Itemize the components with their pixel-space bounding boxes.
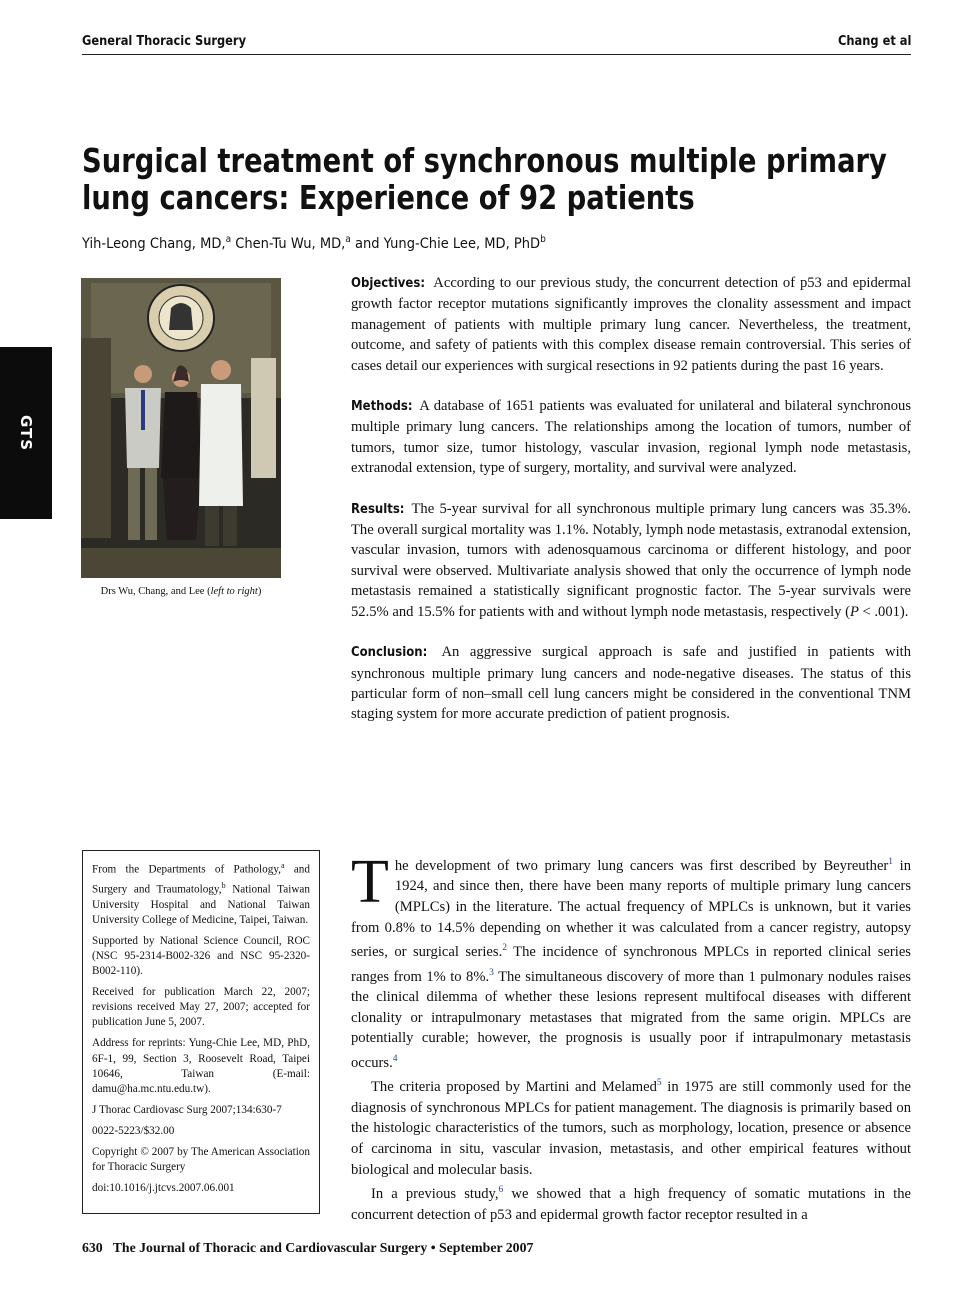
- journal-name: The Journal of Thoracic and Cardiovascular Surgery: [112, 1240, 428, 1255]
- author-name: and Yung-Chie Lee, MD, PhD: [354, 235, 541, 252]
- abstract-conclusion: [351, 642, 911, 725]
- running-header: [82, 34, 911, 55]
- author-photo: [81, 278, 281, 578]
- abstract-objectives: [351, 273, 911, 376]
- abstract-label: Objectives:: [351, 276, 426, 291]
- abstract-results: [351, 499, 911, 622]
- author-name: Yih-Leong Chang, MD,: [82, 235, 226, 252]
- affiliation: From the Departments of Pathology,$^a$ and Surgery and Traumatology,$^b$ National Taiwan University Hospital and National Taiwan University College of Medicine, Taipei, Taiwan.: [92, 861, 310, 926]
- reference-link[interactable]: 4: [392, 1053, 398, 1064]
- author-list: [82, 234, 546, 252]
- abstract-label: Results:: [351, 501, 405, 517]
- article-info-box: [82, 850, 320, 1214]
- body-paragraph: The development of two primary lung cancers was first described by Beyreuther$^1$ in 1924, and since then, there have been many reports of multiple primary lung cancers (MPLCs) in the literature. The actual frequency of MPLCs is unknown, but it varies from 0.8% to 14.5% depending on whether it was calculated from a cancer registry, autopsy series, or surgical series.$^2$ The incidence of synchronous MPLCs in reported clinical series ranges from 1% to 8%.$^3$ The simultaneous discovery of more than 1 pulmonary nodules raises the clinical dilemma of whether these lesions represent multifocal diseases with different clonality or intrapulmonary metastases that migrated from the same origin. MPLCs are potentially curable; however, the prognosis is usually poor if intrapulmonary metastasis occurs.$^4$: [351, 848, 912, 1071]
- reference-link[interactable]: 1: [888, 857, 894, 867]
- article-title: Surgical treatment of synchronous multiple primary lung cancers: Experience of 92 patients: [82, 141, 887, 217]
- page-footer: [82, 1240, 533, 1256]
- abstract: [351, 273, 911, 745]
- abstract-label: Conclusion:: [351, 645, 428, 661]
- abstract-text: According to our previous study, the concurrent detection of p53 and epidermal growth factor receptor mutations significantly improves the clonality assessment and impact management of patients with multiple primary lung cancer. Nevertheless, the treatment, outcome, and safety of patients with this complex disease remain controversial. This series of cases detail our experiences with surgical resections in 92 patients during the past 16 years.: [351, 275, 911, 374]
- author-short: Chang et al: [837, 34, 911, 49]
- abstract-label: Methods:: [351, 399, 413, 415]
- footer-separator: •: [427, 1240, 439, 1255]
- doi: doi:10.1016/j.jtcvs.2007.06.001: [92, 1182, 235, 1195]
- abstract-text: An aggressive surgical approach is safe and justified in patients with synchronous multiple primary lung cancers and node-negative diseases. The status of this particular form of non–small cell lung cancers might be considered in the conventional TNM staging system for more accurate prediction of patient prognosis.: [351, 644, 911, 723]
- author-affil-mark: a: [345, 234, 351, 245]
- author-affil-mark: b: [540, 234, 546, 245]
- author-name: Chen-Tu Wu, MD,: [235, 235, 346, 252]
- abstract-methods: [351, 396, 911, 479]
- funding-note: Supported by National Science Council, ROC (NSC 95-2314-B002-326 and NSC 95-2320-B002-110).: [92, 934, 310, 978]
- photo-caption: [81, 586, 281, 597]
- drop-cap: T: [351, 848, 389, 916]
- abstract-text: The 5-year survival for all synchronous multiple primary lung cancers was 35.3%. The overall surgical mortality was 1.1%. Notably, lymph node metastasis, extranodal extension, vascular invasion, tumors with adenosquamous carcinoma or different histology, and poor survival were observed. Multivariate analysis showed that only the occurrence of lymph node metastasis remained a statistically significant prognostic factor. The 5-year survivals were 52.5% and 15.5% for patients with and without lymph node metastasis, respectively (: [351, 500, 911, 620]
- p-value-symbol: P: [849, 603, 859, 620]
- copyright: Copyright © 2007 by The American Association for Thoracic Surgery: [92, 1145, 310, 1174]
- section-tab-label: GTS: [17, 414, 35, 452]
- abstract-text: A database of 1651 patients was evaluated for unilateral and bilateral synchronous multiple primary lung cancers. The relationships among the location of tumors, number of tumors, tumor size, tumor histology, vascular invasion, regional lymph node metastasis, extranodal extension, type of surgery, mortality, and survival were analyzed.: [351, 398, 912, 477]
- p-value-text: < .001).: [858, 603, 909, 620]
- page-number: 630: [82, 1240, 103, 1255]
- caption-text-end: ): [257, 586, 262, 597]
- section-tab: [0, 347, 52, 519]
- issue-date: September 2007: [438, 1240, 534, 1255]
- reference-link[interactable]: 6: [498, 1185, 504, 1196]
- journal-citation: J Thorac Cardiovasc Surg 2007;134:630-7: [92, 1103, 282, 1116]
- body-paragraph: In a previous study,$^6$ we showed that a high frequency of somatic mutations in the concurrent detection of p53 and epidermal growth factor receptor resulted in a: [351, 1185, 911, 1223]
- body-paragraph: The criteria proposed by Martini and Melamed$^5$ in 1975 are still commonly used for the diagnosis of synchronous MPLCs for patient management. The diagnosis is primarily based on the histologic characteristics of the tumors, such as morphology, location, presence or absence of carcinoma in situ, vascular invasion, metastasis, and other empirical features without biological and molecular basis.: [351, 1078, 911, 1178]
- body-text: [351, 848, 912, 1225]
- author-affil-mark: a: [225, 234, 232, 245]
- caption-text: Drs Wu, Chang, and Lee (: [100, 586, 211, 597]
- publication-dates: Received for publication March 22, 2007; revisions received May 27, 2007; accepted for publication June 5, 2007.: [92, 986, 310, 1029]
- issn: 0022-5223/$32.00: [92, 1124, 175, 1137]
- reference-link[interactable]: 3: [489, 967, 494, 978]
- caption-italic: left to right: [210, 586, 258, 597]
- section-label: General Thoracic Surgery: [82, 34, 247, 49]
- reference-link[interactable]: 5: [656, 1078, 662, 1089]
- reference-link[interactable]: 2: [502, 943, 507, 954]
- author-photo-image: [81, 278, 281, 578]
- reprint-address: Address for reprints: Yung-Chie Lee, MD, PhD, 6F-1, 99, Section 3, Roosevelt Road, Taipei 10646, Taiwan (E-mail: damu@ha.mc.ntu.edu.tw).: [92, 1037, 310, 1095]
